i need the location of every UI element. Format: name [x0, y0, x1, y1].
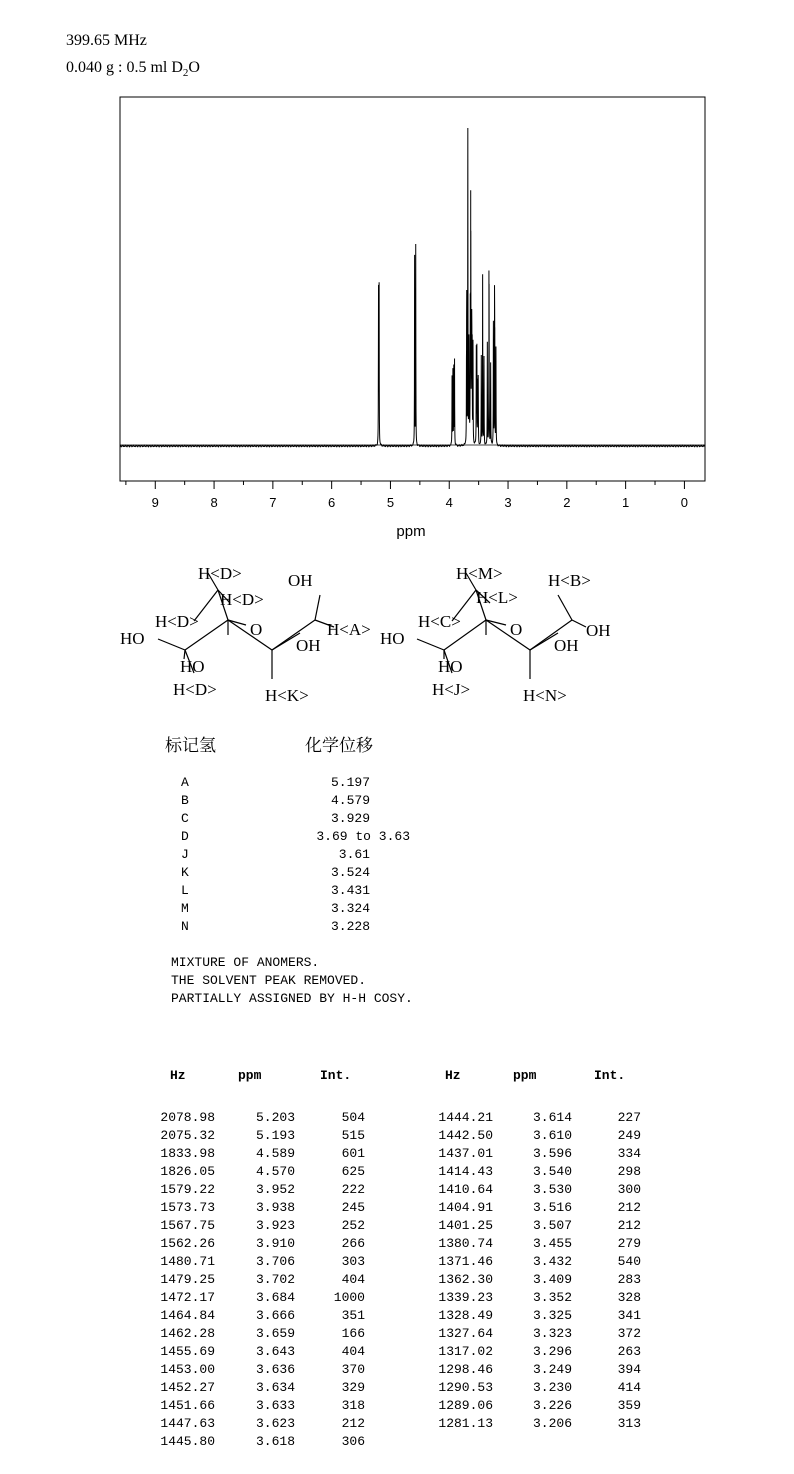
peak-cell: 263 [617, 1344, 641, 1359]
peak-table-header: Int. [594, 1068, 626, 1083]
peak-cell: 298 [617, 1164, 641, 1179]
peak-cell: 318 [341, 1398, 365, 1413]
left-bond-3 [315, 595, 320, 620]
peak-cell: 1414.43 [438, 1164, 493, 1179]
peak-cell: 3.325 [532, 1308, 572, 1323]
x-axis-label: ppm [396, 523, 426, 540]
peak-cell: 1327.64 [438, 1326, 493, 1341]
peak-cell: 266 [341, 1236, 365, 1251]
left-bond-9 [158, 639, 185, 650]
peak-cell: 3.230 [532, 1380, 572, 1395]
peak-cell: 3.352 [532, 1290, 572, 1305]
peak-cell: 3.706 [255, 1254, 295, 1269]
x-axis-ticks [126, 481, 685, 489]
note-line: THE SOLVENT PEAK REMOVED. [171, 973, 367, 988]
peak-cell: 351 [341, 1308, 365, 1323]
assignment-shift: 3.69 to 3.63 [316, 829, 410, 844]
peak-cell: 1472.17 [160, 1290, 215, 1305]
peak-cell: 3.296 [532, 1344, 572, 1359]
peak-cell: 1339.23 [438, 1290, 493, 1305]
peak-cell: 3.623 [255, 1416, 295, 1431]
peak-cell: 1444.21 [438, 1110, 493, 1125]
x-tick-label: 1 [622, 495, 630, 510]
peak-cell: 1453.00 [160, 1362, 215, 1377]
peak-cell: 3.540 [532, 1164, 572, 1179]
peak-cell: 212 [341, 1416, 365, 1431]
peak-cell: 1562.26 [160, 1236, 215, 1251]
peak-cell: 279 [617, 1236, 641, 1251]
assignment-shift: 3.431 [330, 883, 370, 898]
peak-cell: 1380.74 [438, 1236, 493, 1251]
peak-cell: 3.249 [532, 1362, 572, 1377]
x-axis-tick-labels [152, 495, 688, 510]
label-hj: H<J> [432, 680, 471, 699]
peak-cell: 3.643 [255, 1344, 295, 1359]
x-tick-label: 2 [563, 495, 571, 510]
peak-cell: 328 [617, 1290, 641, 1305]
peak-cell: 1447.63 [160, 1416, 215, 1431]
peak-cell: 2075.32 [160, 1128, 215, 1143]
assignment-col-shift: 化学位移 [305, 736, 373, 756]
label-ho-bottom-right: HO [438, 657, 463, 676]
peak-cell: 1362.30 [438, 1272, 493, 1287]
peak-cell: 370 [341, 1362, 365, 1377]
peak-cell: 249 [617, 1128, 641, 1143]
peak-cell: 1401.25 [438, 1218, 493, 1233]
peak-cell: 3.409 [532, 1272, 572, 1287]
peak-cell: 306 [341, 1434, 365, 1449]
plot-frame [120, 97, 705, 481]
peak-cell: 3.226 [532, 1398, 572, 1413]
nmr-spectrum-chart [0, 0, 794, 555]
peak-cell: 1479.25 [160, 1272, 215, 1287]
peak-cell: 1464.84 [160, 1308, 215, 1323]
assignment-shift: 3.324 [330, 901, 370, 916]
peak-cell: 300 [617, 1182, 641, 1197]
peak-cell: 1445.80 [160, 1434, 215, 1449]
peak-cell: 1573.73 [160, 1200, 215, 1215]
label-hd-bottom: H<D> [173, 680, 217, 699]
assignment-label: J [181, 847, 189, 862]
assignment-label: N [181, 919, 189, 934]
x-tick-label: 9 [151, 495, 159, 510]
peak-cell: 3.666 [255, 1308, 295, 1323]
peak-cell: 540 [617, 1254, 641, 1269]
assignment-shift: 3.929 [330, 811, 370, 826]
peak-cell: 1826.05 [160, 1164, 215, 1179]
peak-cell: 1833.98 [160, 1146, 215, 1161]
peak-cell: 414 [617, 1380, 641, 1395]
peak-cell: 3.659 [255, 1326, 295, 1341]
peak-table-header: ppm [513, 1068, 537, 1083]
sample-text-pre: 0.040 g : 0.5 ml D [66, 59, 183, 76]
peak-cell: 245 [341, 1200, 365, 1215]
peak-cell: 3.507 [532, 1218, 572, 1233]
peak-cell: 3.206 [532, 1416, 572, 1431]
label-ring-o-right: O [510, 620, 523, 639]
peak-cell: 1437.01 [438, 1146, 493, 1161]
label-oh-top: OH [288, 571, 313, 590]
spectrum-trace [120, 128, 705, 447]
assignment-label: C [181, 811, 189, 826]
peak-table-header: Int. [320, 1068, 352, 1083]
peak-cell: 3.684 [255, 1290, 295, 1305]
assignment-shift: 3.524 [330, 865, 370, 880]
peak-cell: 1451.66 [160, 1398, 215, 1413]
peak-cell: 515 [341, 1128, 365, 1143]
peak-table-header: ppm [238, 1068, 262, 1083]
peak-cell: 394 [617, 1362, 641, 1377]
peak-cell: 504 [341, 1110, 365, 1125]
peak-cell: 1404.91 [438, 1200, 493, 1215]
right-ring-bonds [444, 620, 572, 650]
peak-cell: 625 [341, 1164, 365, 1179]
peak-cell: 334 [617, 1146, 641, 1161]
peak-cell: 3.323 [532, 1326, 572, 1341]
peak-cell: 166 [341, 1326, 365, 1341]
label-hm: H<M> [456, 564, 503, 583]
note-line: MIXTURE OF ANOMERS. [171, 955, 320, 970]
peak-cell: 1371.46 [438, 1254, 493, 1269]
peak-cell: 1410.64 [438, 1182, 493, 1197]
peak-cell: 283 [617, 1272, 641, 1287]
peak-cell: 404 [341, 1272, 365, 1287]
peak-cell: 359 [617, 1398, 641, 1413]
label-hd-left: H<D> [155, 612, 199, 631]
peak-cell: 1298.46 [438, 1362, 493, 1377]
assignment-shift: 4.579 [330, 793, 370, 808]
x-tick-label: 5 [386, 495, 395, 510]
sample-text-post: O [188, 59, 200, 76]
peak-cell: 5.193 [255, 1128, 295, 1143]
label-hb: H<B> [548, 571, 591, 590]
peak-cell: 3.636 [255, 1362, 295, 1377]
peak-cell: 601 [341, 1146, 365, 1161]
x-tick-label: 8 [210, 495, 218, 510]
peak-cell: 1281.13 [438, 1416, 493, 1431]
peak-cell: 212 [617, 1218, 641, 1233]
peak-cell: 3.952 [255, 1182, 295, 1197]
label-hd-mid: H<D> [220, 590, 264, 609]
label-ha: H<A> [327, 620, 371, 639]
x-tick-label: 3 [504, 495, 512, 510]
label-ho-bottom-left: HO [180, 657, 205, 676]
peak-cell: 1462.28 [160, 1326, 215, 1341]
peak-cell: 341 [617, 1308, 641, 1323]
peak-cell: 227 [617, 1110, 641, 1125]
peak-cell: 3.516 [532, 1200, 572, 1215]
assignment-col-label: 标记氢 [165, 736, 216, 756]
peak-cell: 1480.71 [160, 1254, 215, 1269]
peak-cell: 1455.69 [160, 1344, 215, 1359]
peak-cell: 3.618 [255, 1434, 295, 1449]
peak-cell: 212 [617, 1200, 641, 1215]
peak-cell: 3.432 [532, 1254, 572, 1269]
label-oh-ring-right: OH [554, 636, 579, 655]
sample-subscript: 2 [182, 67, 189, 80]
right-bond-3 [558, 595, 572, 620]
peak-cell: 1317.02 [438, 1344, 493, 1359]
peak-cell: 303 [341, 1254, 365, 1269]
peak-cell: 222 [341, 1182, 365, 1197]
peak-table-header: Hz [170, 1068, 186, 1083]
peak-cell: 3.910 [255, 1236, 295, 1251]
peak-cell: 1442.50 [438, 1128, 493, 1143]
assignment-shift: 3.228 [330, 919, 370, 934]
assignment-label: D [181, 829, 189, 844]
peak-cell: 1328.49 [438, 1308, 493, 1323]
label-ring-o-left: O [250, 620, 263, 639]
label-hn: H<N> [523, 686, 567, 705]
peak-cell: 3.702 [255, 1272, 295, 1287]
peak-cell: 1452.27 [160, 1380, 215, 1395]
spectrometer-frequency: 399.65 MHz [66, 32, 147, 49]
peak-cell: 404 [341, 1344, 365, 1359]
peak-cell: 4.589 [255, 1146, 295, 1161]
x-tick-label: 7 [269, 495, 277, 510]
assignment-shift: 3.61 [338, 847, 370, 862]
peak-cell: 3.455 [532, 1236, 572, 1251]
assignment-label: B [181, 793, 189, 808]
peak-cell: 1567.75 [160, 1218, 215, 1233]
peak-cell: 3.614 [532, 1110, 572, 1125]
right-bond-4 [572, 620, 586, 627]
peak-cell: 3.938 [255, 1200, 295, 1215]
assignment-label: L [181, 883, 189, 898]
label-hc: H<C> [418, 612, 461, 631]
peak-cell: 4.570 [255, 1164, 295, 1179]
right-bond-9 [417, 639, 444, 650]
label-ho-left: HO [120, 629, 145, 648]
peak-cell: 2078.98 [160, 1110, 215, 1125]
assignment-label: M [181, 901, 189, 916]
label-hd-top: H<D> [198, 564, 242, 583]
assignment-label: A [181, 775, 189, 790]
peak-cell: 1289.06 [438, 1398, 493, 1413]
label-hk: H<K> [265, 686, 309, 705]
x-tick-label: 4 [445, 495, 453, 510]
peak-cell: 1290.53 [438, 1380, 493, 1395]
peak-cell: 252 [341, 1218, 365, 1233]
peak-cell: 329 [341, 1380, 365, 1395]
assignment-shift: 5.197 [330, 775, 370, 790]
peak-cell: 1000 [333, 1290, 365, 1305]
label-ho-right: HO [380, 629, 405, 648]
peak-cell: 1579.22 [160, 1182, 215, 1197]
peak-cell: 3.596 [532, 1146, 572, 1161]
peak-cell: 313 [617, 1416, 641, 1431]
peak-cell: 3.633 [255, 1398, 295, 1413]
label-oh-ring-left: OH [296, 636, 321, 655]
peak-cell: 3.923 [255, 1218, 295, 1233]
peak-table-header: Hz [445, 1068, 461, 1083]
note-line: PARTIALLY ASSIGNED BY H-H COSY. [171, 991, 413, 1006]
x-tick-label: 6 [328, 495, 336, 510]
x-tick-label: 0 [680, 495, 689, 510]
peak-cell: 3.530 [532, 1182, 572, 1197]
label-hl: H<L> [476, 588, 518, 607]
peak-cell: 372 [617, 1326, 641, 1341]
peak-cell: 3.634 [255, 1380, 295, 1395]
label-oh-right: OH [586, 621, 611, 640]
peak-cell: 3.610 [532, 1128, 572, 1143]
assignment-label: K [181, 865, 189, 880]
anomer-structures [110, 555, 630, 710]
peak-cell: 5.203 [255, 1110, 295, 1125]
